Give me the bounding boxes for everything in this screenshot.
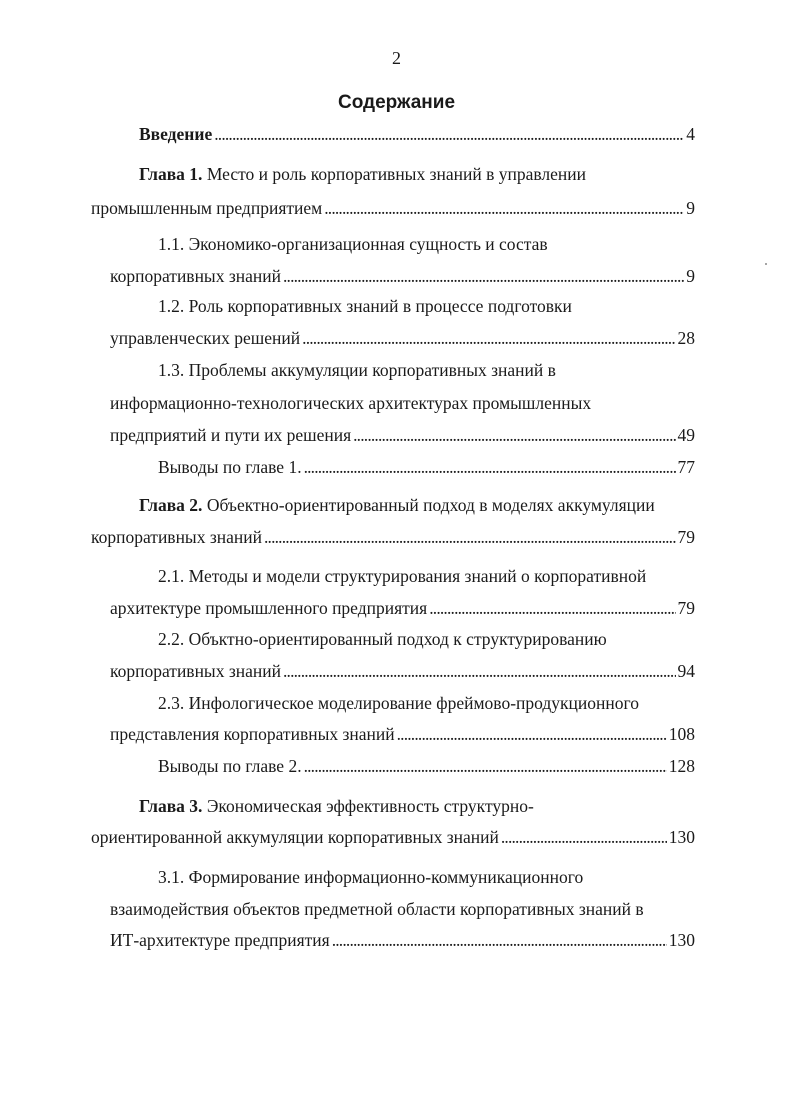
- chapter-title: Экономическая эффективность структурно-: [202, 796, 534, 816]
- chapter-title: Место и роль корпоративных знаний в управлении: [202, 164, 586, 184]
- section-title: 2.2. Объктно-ориентированный подход к структурированию: [158, 629, 607, 649]
- dot-leader: [501, 826, 667, 848]
- toc-entry-label: корпоративных знаний: [110, 266, 281, 286]
- dot-leader: [332, 929, 667, 951]
- toc-entry-label: управленческих решений: [110, 328, 301, 348]
- toc-entry-chapter-2-line2[interactable]: [91, 526, 695, 548]
- toc-entry-section-2-2-line2[interactable]: [110, 660, 695, 682]
- toc-entry-section-2-2-line1[interactable]: [158, 628, 607, 650]
- section-title: 1.2. Роль корпоративных знаний в процессе подготовки: [158, 296, 572, 316]
- toc-entry-label: Выводы по главе 2.: [158, 756, 302, 776]
- toc-title: Содержание: [337, 92, 456, 113]
- toc-page-number: 130: [668, 930, 695, 950]
- dot-leader: [304, 755, 667, 777]
- section-title: взаимодействия объектов предметной области корпоративных знаний в: [110, 899, 644, 919]
- toc-page-number: 49: [677, 425, 695, 445]
- section-title: 2.3. Инфологическое моделирование фреймово-продукционного: [158, 693, 640, 713]
- toc-entry-section-1-1-line2[interactable]: [110, 265, 695, 287]
- toc-entry-section-2-3-line2[interactable]: [110, 723, 695, 745]
- toc-entry-section-1-3-line2[interactable]: [110, 392, 591, 414]
- toc-entry-conclusions-2[interactable]: [158, 755, 695, 777]
- toc-entry-label: ориентированной аккумуляции корпоративных знаний: [91, 827, 499, 847]
- toc-entry-section-1-2-line1[interactable]: [158, 295, 572, 317]
- toc-page-number: 77: [677, 457, 695, 477]
- toc-page-number: 94: [677, 661, 695, 681]
- scan-speck: [765, 263, 767, 265]
- toc-entry-label: Введение: [139, 124, 213, 144]
- toc-entry-introduction[interactable]: [139, 123, 695, 145]
- dot-leader: [283, 265, 684, 287]
- toc-page-number: 108: [668, 724, 695, 744]
- toc-entry-section-2-1-line2[interactable]: [110, 597, 695, 619]
- toc-entry-section-2-3-line1[interactable]: [158, 692, 639, 714]
- page-number: 2: [392, 48, 401, 68]
- toc-entry-label: представления корпоративных знаний: [110, 724, 395, 744]
- toc-entry-chapter-3-line2[interactable]: [91, 826, 695, 848]
- section-title: 3.1. Формирование информационно-коммуникационного: [158, 867, 584, 887]
- toc-entry-section-3-1-line2[interactable]: [110, 898, 644, 920]
- toc-entry-chapter-2-line1[interactable]: [139, 494, 655, 516]
- dot-leader: [397, 723, 667, 745]
- toc-entry-label: ИТ-архитектуре предприятия: [110, 930, 330, 950]
- toc-page-number: 79: [677, 598, 695, 618]
- toc-entry-section-3-1-line3[interactable]: [110, 929, 695, 951]
- dot-leader: [214, 123, 684, 145]
- toc-page-number: 9: [686, 198, 695, 218]
- toc-entry-chapter-1-line2[interactable]: [91, 197, 695, 219]
- dot-leader: [429, 597, 675, 619]
- toc-entry-section-1-3-line1[interactable]: [158, 359, 556, 381]
- toc-entry-section-3-1-line1[interactable]: [158, 866, 583, 888]
- toc-entry-label: Выводы по главе 1.: [158, 457, 302, 477]
- toc-entry-label: корпоративных знаний: [110, 661, 281, 681]
- toc-entry-section-1-2-line2[interactable]: [110, 327, 695, 349]
- toc-entry-section-1-1-line1[interactable]: [158, 233, 548, 255]
- toc-entry-label: архитектуре промышленного предприятия: [110, 598, 428, 618]
- chapter-label: Глава 1.: [139, 164, 203, 184]
- dot-leader: [302, 327, 675, 349]
- toc-page-number: 4: [686, 124, 695, 144]
- toc-entry-label: корпоративных знаний: [91, 527, 262, 547]
- dot-leader: [353, 424, 675, 446]
- toc-entry-label: предприятий и пути их решения: [110, 425, 352, 445]
- toc-entry-chapter-3-line1[interactable]: [139, 795, 534, 817]
- toc-entry-section-2-1-line1[interactable]: [158, 565, 646, 587]
- section-title: 1.3. Проблемы аккумуляции корпоративных знаний в: [158, 360, 556, 380]
- toc-page-number: 128: [668, 756, 695, 776]
- toc-entry-section-1-3-line3[interactable]: [110, 424, 695, 446]
- chapter-label: Глава 3.: [139, 796, 203, 816]
- dot-leader: [324, 197, 684, 219]
- dot-leader: [283, 660, 676, 682]
- toc-page-number: 28: [677, 328, 695, 348]
- toc-entry-label: промышленным предприятием: [91, 198, 323, 218]
- toc-page-number: 79: [677, 527, 695, 547]
- chapter-label: Глава 2.: [139, 495, 203, 515]
- toc-entry-chapter-1-line1[interactable]: [139, 163, 586, 185]
- dot-leader: [264, 526, 676, 548]
- section-title: информационно-технологических архитектурах промышленных: [110, 393, 592, 413]
- toc-page-number: 9: [686, 266, 695, 286]
- chapter-title: Объектно-ориентированный подход в моделях аккумуляции: [202, 495, 655, 515]
- toc-entry-conclusions-1[interactable]: [158, 456, 695, 478]
- section-title: 1.1. Экономико-организационная сущность и состав: [158, 234, 548, 254]
- toc-page-number: 130: [668, 827, 695, 847]
- dot-leader: [304, 456, 676, 478]
- section-title: 2.1. Методы и модели структурирования знаний о корпоративной: [158, 566, 647, 586]
